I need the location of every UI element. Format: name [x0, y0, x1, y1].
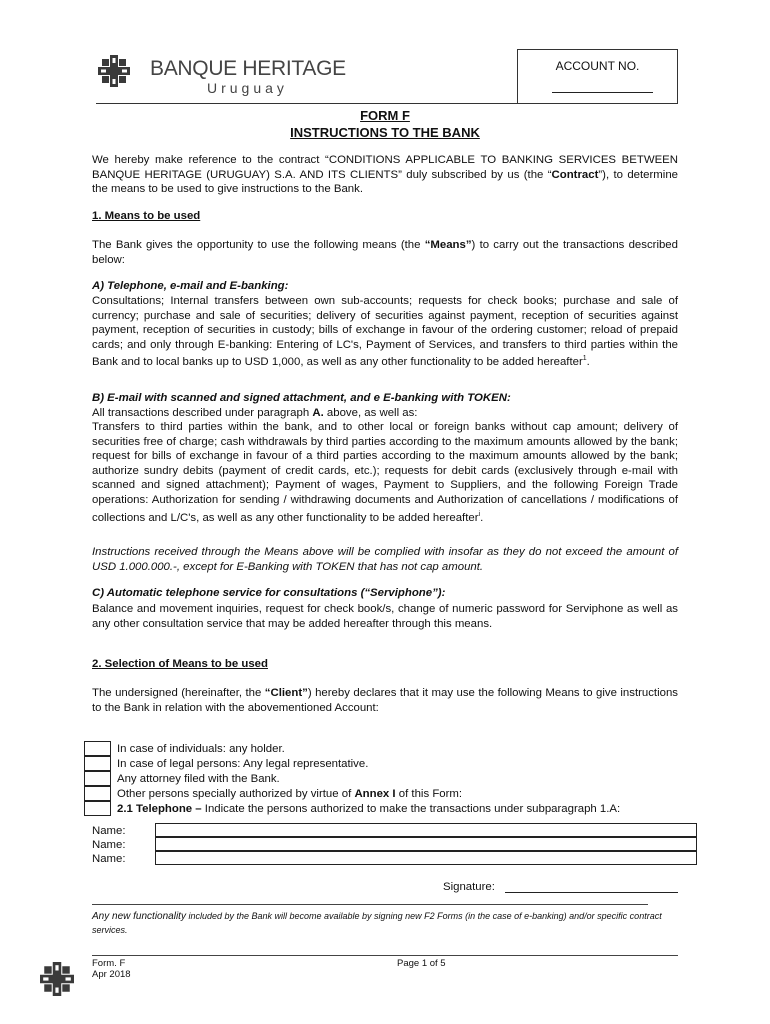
option-annex-persons: Other persons specially authorized by virtue of Annex I of this Form: [117, 788, 463, 800]
subsection-c-text: Balance and movement inquiries, request for check book/s, change of numeric password for Serviphone as well as any other consultation service that may be added hereafter through this means. [92, 603, 678, 630]
subsection-b-intro: All transactions described under paragraph A. above, as well as: [92, 407, 418, 419]
subsection-b-text: Transfers to third parties within the bank, and to other local or foreign banks without cap amount; delivery of securities free of charge; cash withdrawals by third parties according to the maximum amounts allowed by the bank; request for bills of exchange in favour of a third parties according to the maximum amounts allowed by the bank; authorize sundry debits (payment of credit cards, etc.); requests for debit cards (exclusively through e-mail with scanned and signed attachment); Payment of wages, Payment to Suppliers, and the following Foreign Trade operations: Authorization for sending / withdrawing documents and Authorization of cancellations / modifications of collections and L/C's, as well as any other functionality to be added hereafter$^i$. [92, 421, 678, 524]
name-label-3: Name: [92, 853, 126, 865]
option-telephone: 2.1 Telephone – Indicate the persons authorized to make the transactions under subparagraph 1.A: [117, 803, 621, 815]
account-number-field[interactable] [552, 92, 653, 93]
name-input-1[interactable] [155, 823, 697, 837]
checkbox-individuals[interactable] [84, 741, 111, 756]
option-individuals: In case of individuals: any holder. [117, 743, 285, 755]
brand-location: Uruguay [207, 80, 288, 96]
page-number: Page 1 of 5 [397, 958, 446, 969]
footnote-divider [92, 904, 648, 905]
footer-date: Apr 2018 [92, 969, 131, 980]
footer-logo-icon [40, 962, 74, 996]
checkbox-attorney[interactable] [84, 771, 111, 786]
option-legal-persons: In case of legal persons: Any legal representative. [117, 758, 369, 770]
subsection-a-title: A) Telephone, e-mail and E-banking: [92, 280, 289, 292]
name-label-1: Name: [92, 825, 126, 837]
header-divider [96, 103, 526, 104]
section1-intro: The Bank gives the opportunity to use the following means (the “Means”) to carry out the transactions described below: [92, 239, 678, 266]
brand-name: BANQUE HERITAGE [150, 57, 346, 80]
footnote: Any new functionality included by the Bank will become available by signing new F2 Forms (in the case of e-banking) and/or specific contract services. [92, 911, 662, 935]
section2-heading: 2. Selection of Means to be used [92, 658, 268, 670]
account-number-box [517, 49, 678, 104]
signature-label: Signature: [443, 881, 495, 893]
form-title: FORM F [360, 108, 410, 123]
name-input-3[interactable] [155, 851, 697, 865]
option-attorney: Any attorney filed with the Bank. [117, 773, 280, 785]
section1-heading: 1. Means to be used [92, 210, 201, 222]
checkbox-telephone[interactable] [84, 801, 111, 816]
checkbox-annex-persons[interactable] [84, 786, 111, 801]
intro-paragraph: We hereby make reference to the contract “CONDITIONS APPLICABLE TO BANKING SERVICES BETWEEN BANQUE HERITAGE (URUGUAY) S.A. AND ITS CLIENTS” duly subscribed by us (the “Contract”), to determine the means to be used to give instructions to the Bank. [92, 154, 678, 196]
footer-divider [92, 955, 678, 956]
checkbox-legal-persons[interactable] [84, 756, 111, 771]
name-input-2[interactable] [155, 837, 697, 851]
section2-intro: The undersigned (hereinafter, the “Client”) hereby declares that it may use the following Means to give instructions to the Bank in relation with the abovementioned Account: [92, 687, 678, 714]
subsection-b-title: B) E-mail with scanned and signed attachment, and e E-banking with TOKEN: [92, 392, 511, 404]
amount-limit-note: Instructions received through the Means above will be complied with insofar as they do not exceed the amount of USD 1.000.000.-, except for E-Banking with TOKEN that has not cap amount. [92, 546, 678, 573]
account-number-label: ACCOUNT NO. [555, 59, 640, 73]
subsection-c-title: C) Automatic telephone service for consultations (“Serviphone”): [92, 587, 446, 599]
name-label-2: Name: [92, 839, 126, 851]
subsection-a-text: Consultations; Internal transfers between own sub-accounts; requests for check books; purchase and sale of currency; purchase and sale of securities; delivery of securities against payment, reception of securities against payment, reception of securities in custody; bills of exchange in favour of the ordering customer; reload of prepaid cards; and only through E-banking: Entering of LC's, Payment of Services, and transfers to third parties within the Bank and to local banks up to USD 1,000, as well as any other functionality to be added hereafter$^1$. [92, 295, 678, 369]
footer-form-id: Form. F [92, 958, 126, 969]
form-subtitle: INSTRUCTIONS TO THE BANK [290, 125, 480, 140]
signature-field[interactable] [505, 892, 678, 893]
bank-logo-icon [98, 55, 130, 87]
